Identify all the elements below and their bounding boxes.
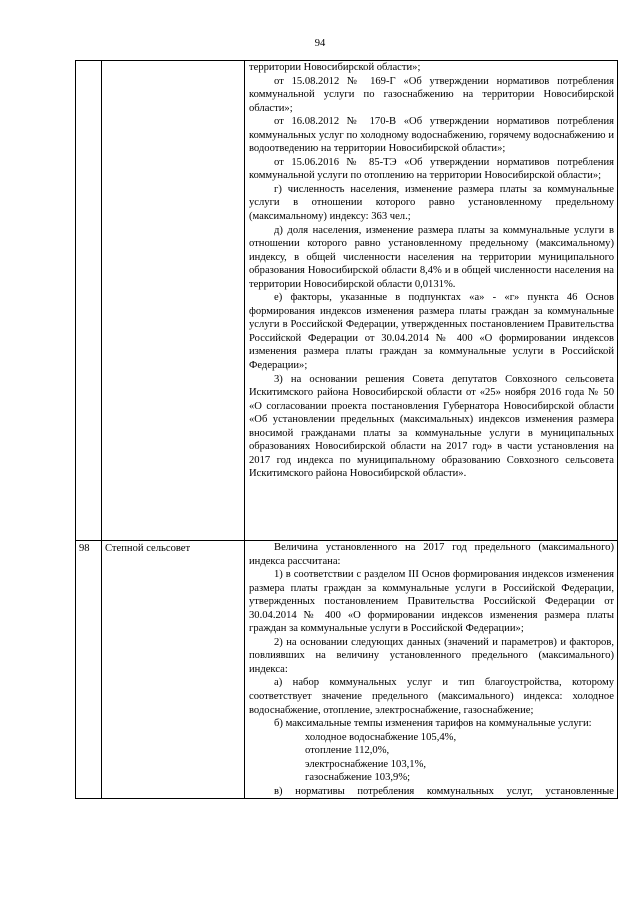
- paragraph: от 15.08.2012 № 169-Г «Об утверждении нормативов потребления коммунальной услуги по газоснабжению на территории Новосибирской области»;: [249, 75, 614, 114]
- paragraph: территории Новосибирской области»;: [249, 62, 421, 73]
- row-number-cell: 98: [76, 541, 102, 799]
- tariff-list-item: холодное водоснабжение 105,4%,: [305, 731, 457, 743]
- justification-text-cell: [245, 541, 618, 799]
- paragraph: 2) на основании следующих данных (значений и параметров) и факторов, повлиявших на величину установленного предельного (максимального) индекса:: [249, 636, 614, 675]
- table-row: [76, 61, 618, 541]
- paragraph: в) нормативы потребления коммунальных услуг, установленные: [274, 785, 614, 797]
- paragraph: б) максимальные темпы изменения тарифов на коммунальные услуги:: [274, 718, 592, 730]
- paragraph: Величина установленного на 2017 год предельного (максимального) индекса рассчитана:: [249, 542, 614, 567]
- document-table: [75, 60, 618, 799]
- justification-text-cell: [245, 61, 618, 541]
- municipality-name-cell: Степной сельсовет: [102, 541, 245, 799]
- municipality-name-cell: [102, 61, 245, 541]
- page-number: 94: [314, 38, 326, 49]
- tariff-list-item: отопление 112,0%,: [305, 745, 390, 757]
- paragraph: 3) на основании решения Совета депутатов Совхозного сельсовета Искитимского района Новосибирской области от «25» ноября 2016 года № 50 «О согласовании проекта постановления Губернатора Новосибирской области «Об установлении предельных (максимальных) индексов изменения размера вносимой гражданами платы за коммунальные услуги в муниципальных образованиях Новосибирской области на 2017 год» в части установления на 2017 год индекса по муниципальному образованию Совхозного сельсовета Искитимского района Новосибирской области».: [249, 373, 614, 480]
- tariff-list-item: газоснабжение 103,9%;: [305, 772, 411, 784]
- row-number-cell: [76, 61, 102, 541]
- paragraph: от 16.08.2012 № 170-В «Об утверждении нормативов потребления коммунальных услуг по холодному водоснабжению, горячему водоснабжению и водоотведению на территории Новосибирской области»;: [249, 116, 614, 155]
- paragraph: от 15.06.2016 № 85-ТЭ «Об утверждении нормативов потребления коммунальной услуги по отоплению на территории Новосибирской области»;: [249, 156, 614, 182]
- paragraph: е) факторы, указанные в подпунктах «а» - «г» пункта 46 Основ формирования индексов изменения размера платы граждан за коммунальные услуги в Российской Федерации, утвержденных постановлением Правительства Российской Федерации от 30.04.2014 № 400 «О формировании индексов изменения размера платы граждан за коммунальные услуги в Российской Федерации»;: [249, 292, 614, 372]
- paragraph: д) доля населения, изменение размера платы за коммунальные услуги в отношении которого равно установленному предельному (максимальному) индексу, в общей численности населения на территории муниципального образования Новосибирской области 8,4% и в общей численности населения на территории Новосибирской области 0,0131%.: [249, 224, 614, 290]
- paragraph: 1) в соответствии с разделом III Основ формирования индексов изменения размера платы граждан за коммунальные услуги в Российской Федерации, утвержденных постановлением Правительства Российской Федерации от 30.04.2014 № 400 «О формировании индексов изменения размера платы граждан за коммунальные услуги в Российской Федерации»;: [249, 569, 614, 635]
- tariff-list-item: электроснабжение 103,1%,: [305, 758, 427, 770]
- table-row: [76, 541, 618, 799]
- paragraph: г) численность населения, изменение размера платы за коммунальные услуги в отношении которого равно установленному предельному (максимальному) индексу: 363 чел.;: [249, 183, 614, 223]
- paragraph: а) набор коммунальных услуг и тип благоустройства, которому соответствует значение предельного (максимального) индекса: холодное водоснабжение, отопление, электроснабжение, газоснабжение;: [249, 677, 614, 716]
